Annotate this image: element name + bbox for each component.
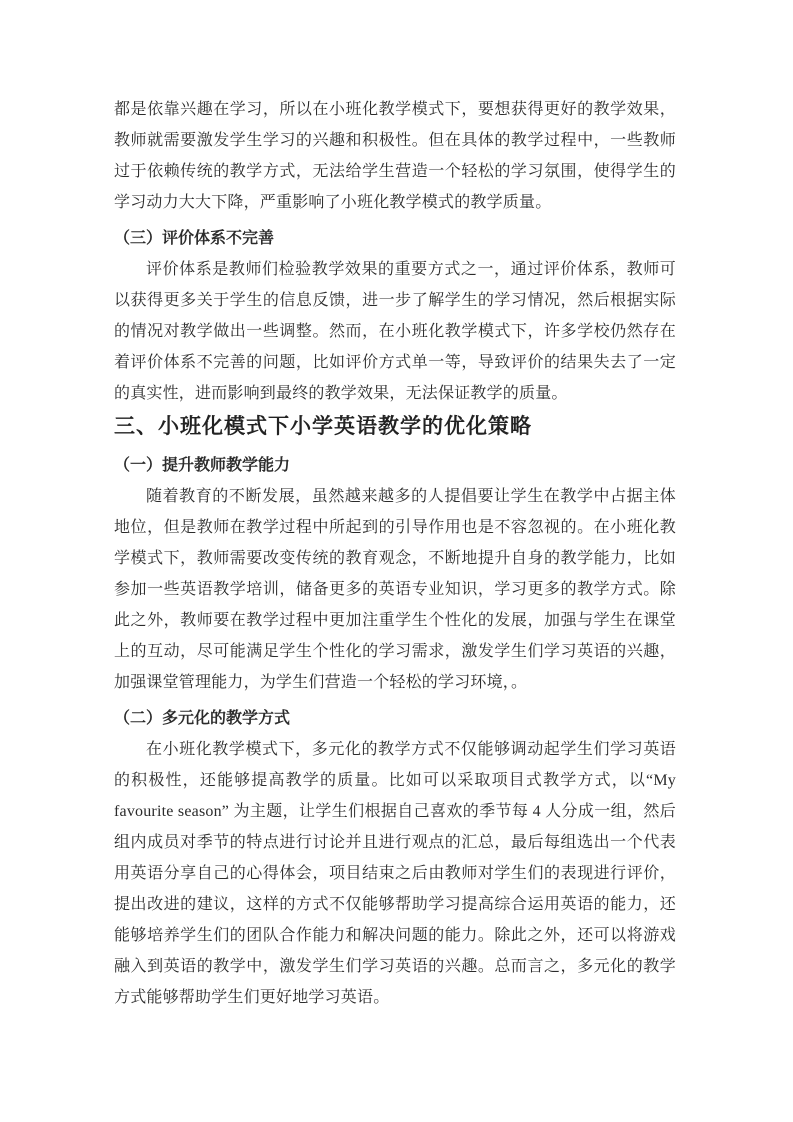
chapter-heading-optimization-strategies: 三、小班化模式下小学英语教学的优化策略 (114, 415, 532, 438)
paragraph-diverse-teaching-methods: 在小班化教学模式下，多元化的教学方式不仅能够调动起学生们学习英语的积极性，还能够提高教学的质量。比如可以采取项目式教学方式，以“My favourite season” 为主题，让学生们根据自己喜欢的季节每 4 人分成一组，然后组内成员对季节的特点进行讨论并且进行观点的汇总，最后每组选出一个代表用英语分享自己的心得体会，项目结束之后由教师对学生们的表现进行评价，提出改进的建议，这样的方式不仅能够帮助学习提高综合运用英语的能力，还能够培养学生们的团队合作能力和解决问题的能力。除此之外，还可以将游戏融入到英语的教学中，激发学生们学习英语的兴趣。总而言之，多元化的教学方式能够帮助学生们更好地学习英语。 (114, 741, 676, 1006)
page-content (114, 94, 676, 1013)
section-heading-diverse-teaching-methods: （二）多元化的教学方式 (114, 710, 291, 727)
section-heading-evaluation-system: （三）评价体系不完善 (114, 230, 275, 247)
paragraph-evaluation-system: 评价体系是教师们检验教学效果的重要方式之一，通过评价体系，教师可以获得更多关于学生的信息反馈，进一步了解学生的学习情况，然后根据实际的情况对教学做出一些调整。然而，在小班化教学模式下，许多学校仍然存在着评价体系不完善的问题，比如评价方式单一等，导致评价的结果失去了一定的真实性，进而影响到最终的教学效果，无法保证教学的质量。 (114, 261, 676, 402)
section-heading-teacher-ability: （一）提升教师教学能力 (114, 457, 291, 474)
paragraph-teacher-ability: 随着教育的不断发展，虽然越来越多的人提倡要让学生在教学中占据主体地位，但是教师在教学过程中所起到的引导作用也是不容忽视的。在小班化教学模式下，教师需要改变传统的教育观念，不断地提升自身的教学能力，比如参加一些英语教学培训，储备更多的英语专业知识，学习更多的教学方式。除此之外，教师要在教学过程中更加注重学生个性化的发展，加强与学生在课堂上的互动，尽可能满足学生个性化的学习需求，激发学生们学习英语的兴趣，加强课堂管理能力，为学生们营造一个轻松的学习环境，。 (114, 488, 676, 691)
paragraph-continued-from-previous-page: 都是依靠兴趣在学习，所以在小班化教学模式下，要想获得更好的教学效果，教师就需要激发学生学习的兴趣和积极性。但在具体的教学过程中，一些教师过于依赖传统的教学方式，无法给学生营造一个轻松的学习氛围，使得学生的学习动力大大下降，严重影响了小班化教学模式的教学质量。 (114, 101, 676, 211)
